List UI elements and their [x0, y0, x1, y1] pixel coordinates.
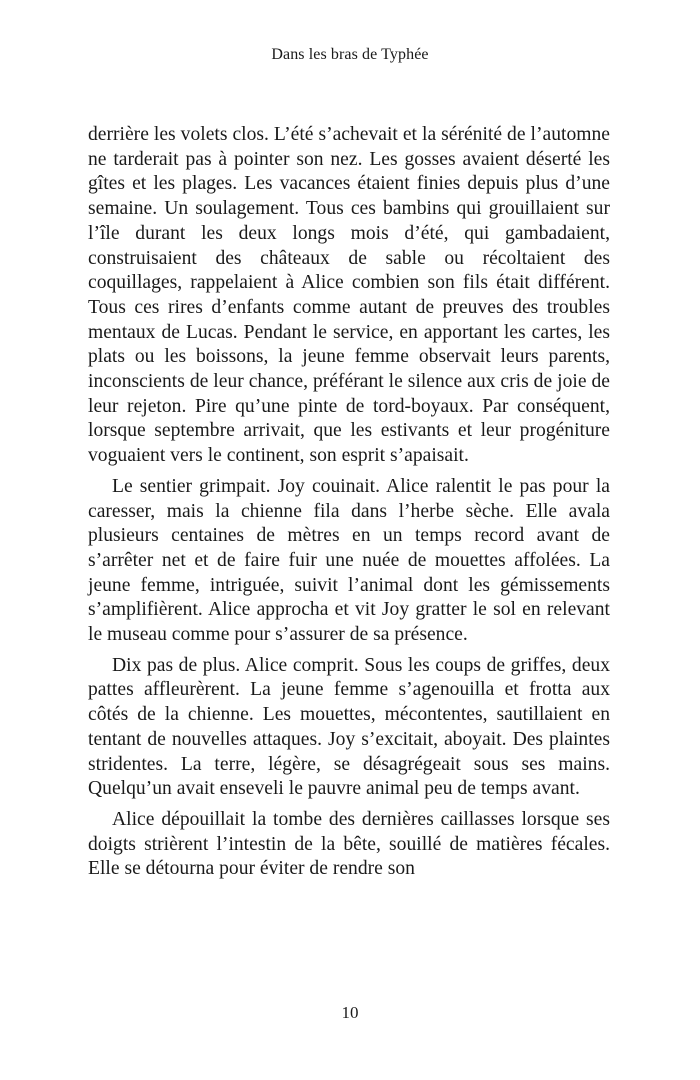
page-number: 10: [341, 1003, 359, 1022]
paragraph: Alice dépouillait la tombe des dernières caillasses lorsque ses doigts strièrent l’intestin de la bête, souillé de matières fécales. Elle se détourna pour éviter de rendre son: [88, 808, 610, 880]
body-text: [88, 123, 610, 888]
paragraph: derrière les volets clos. L’été s’achevait et la sérénité de l’automne ne tarderait pas à pointer son nez. Les gosses avaient déserté les gîtes et les plages. Les vacances étaient finies depuis plus d’une semaine. Un soulagement. Tous ces bambins qui grouillaient sur l’île durant les deux longs mois d’été, qui gambadaient, construisaient des châteaux de sable ou récoltaient des coquillages, rappelaient à Alice combien son fils était différent. Tous ces rires d’enfants comme autant de preuves des troubles mentaux de Lucas. Pendant le service, en apportant les cartes, les plats ou les boissons, la jeune femme observait leurs parents, inconscients de leur chance, préférant le silence aux cris de joie de leur rejeton. Pire qu’une pinte de tord-boyaux. Par conséquent, lorsque septembre arrivait, que les estivants et leur progéniture voguaient vers le continent, son esprit s’apaisait.: [88, 124, 610, 467]
paragraph: Le sentier grimpait. Joy couinait. Alice ralentit le pas pour la caresser, mais la chienne fila dans l’herbe sèche. Elle avala plusieurs centaines de mètres en un temps record avant de s’arrêter net et de faire fuir une nuée de mouettes affolées. La jeune femme, intriguée, suivit l’animal dont les gémissements s’amplifièrent. Alice approcha et vit Joy gratter le sol en relevant le museau comme pour s’assurer de sa présence.: [88, 475, 610, 646]
paragraph: Dix pas de plus. Alice comprit. Sous les coups de griffes, deux pattes affleurèrent. La jeune femme s’agenouilla et frotta aux côtés de la chienne. Les mouettes, mécontentes, sautillaient en tentant de nouvelles attaques. Joy s’excitait, aboyait. Des plaintes stridentes. La terre, légère, se désagrégeait sous ses mains. Quelqu’un avait enseveli le pauvre animal peu de temps avant.: [88, 654, 610, 800]
running-header: Dans les bras de Typhée: [271, 46, 429, 63]
